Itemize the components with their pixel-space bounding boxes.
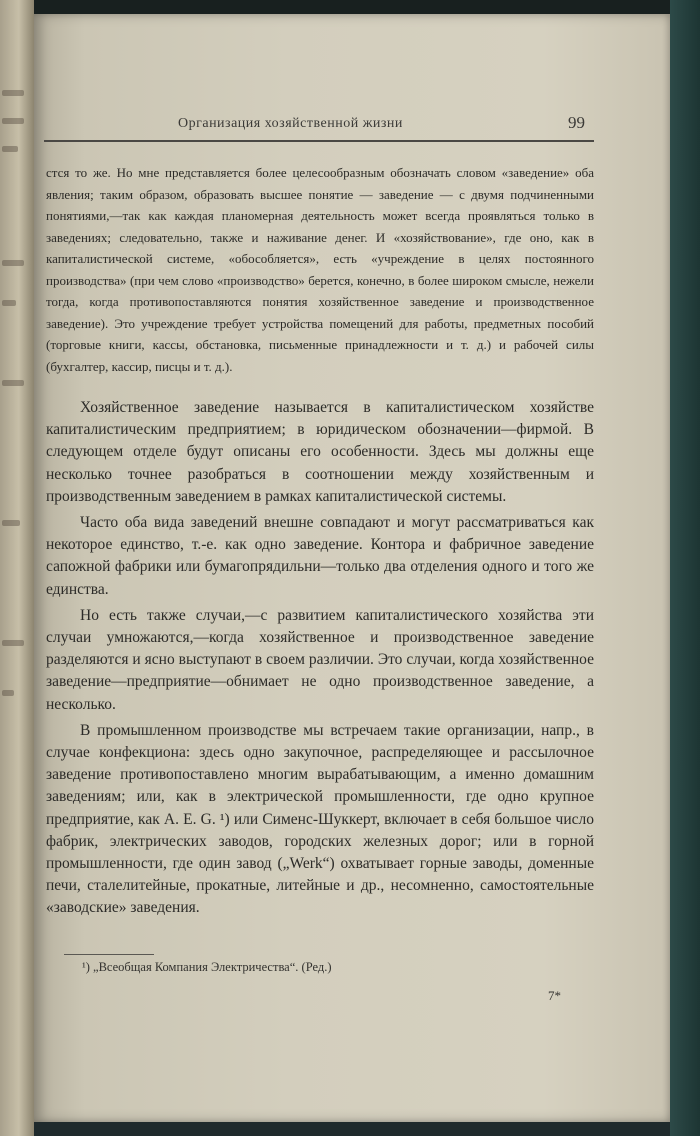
facing-page-edge bbox=[0, 0, 34, 1136]
running-header bbox=[44, 108, 594, 142]
page-number: 99 bbox=[568, 113, 585, 132]
header-rule bbox=[44, 140, 594, 142]
paragraph-2: Хозяйственное заведение называется в капиталистическом хозяйстве капиталистическим предприятием; в юридическом обозначении—фирмой. В следующем отделе будут описаны его особенности. Здесь мы должны еще несколько точнее разобраться в соотношении между хозяйственным и производственным заведением в рамках капиталистической системы. bbox=[46, 399, 594, 505]
backdrop-cloth bbox=[670, 0, 700, 1136]
paragraph-3: Часто оба вида заведений внешне совпадают и могут рассматриваться как некоторое единство, т.-е. как одно заведение. Контора и фабричное заведение сапожной фабрики или бумагопрядильни—только два отделения одного и того же единства. bbox=[46, 514, 594, 598]
paragraph-4: Но есть также случаи,—с развитием капиталистического хозяйства эти случаи умножаются,—когда хозяйственное и производственное заведение разделяются и ясно выступают в своем различии. Это случаи, когда хозяйственное заведение—предприятие—обнимает не одно производственное заведение, а несколько. bbox=[46, 606, 594, 713]
body-text bbox=[46, 162, 594, 920]
running-title: Организация хозяйственной жизни bbox=[178, 116, 403, 131]
signature-mark: 7* bbox=[548, 988, 561, 1003]
paragraph-5: В промышленном производстве мы встречаем такие организации, напр., в случае конфекциона: здесь одно закупочное, распределяющее и рассылочное заведение противопоставлено многим вырабатывающим, а именно домашним заведениям; или, как в электрической промышленности, где одно крупное предприятие, как A. E. G. ¹) или Сименс-Шуккерт, включает в себя большое число фабрик, электрических заводов, городских железных дорог; или в горной промышленности, где один завод („Werk“) охватывает горные заводы, доменные печи, сталелитейные, прокатные, литейные и др., несомненно, самостоятельные «заводские» заведения. bbox=[46, 721, 594, 917]
footnote-rule bbox=[64, 954, 154, 955]
book-page bbox=[34, 14, 670, 1122]
paragraph-1: стся то же. Но мне представляется более целесообразным обозначать словом «заведение» оба явления; таким образом, образовать высшее понятие — заведение — с двумя подчиненными понятиями,—так как каждая планомерная деятельность может всегда проявляться только в заведениях; следовательно, также и наживание денег. И «хозяйствование», где оно, как в капиталистической системе, «обособляется», есть «учреждение в целях постоянного производства» (при чем слово «производство» берется, конечно, в более широком смысле, нежели тогда, когда противопоставляются понятия хозяйственное заведение и производственное заведение). Это учреждение требует устройства помещений для работы, предметных пособий (торговые книги, кассы, обстановка, письменные принадлежности и т. д.) и рабочей силы (бухгалтер, кассир, писцы и т. д.). bbox=[46, 165, 594, 374]
footnote: ¹) „Всеобщая Компания Электричества“. (Ред.) bbox=[82, 960, 332, 974]
